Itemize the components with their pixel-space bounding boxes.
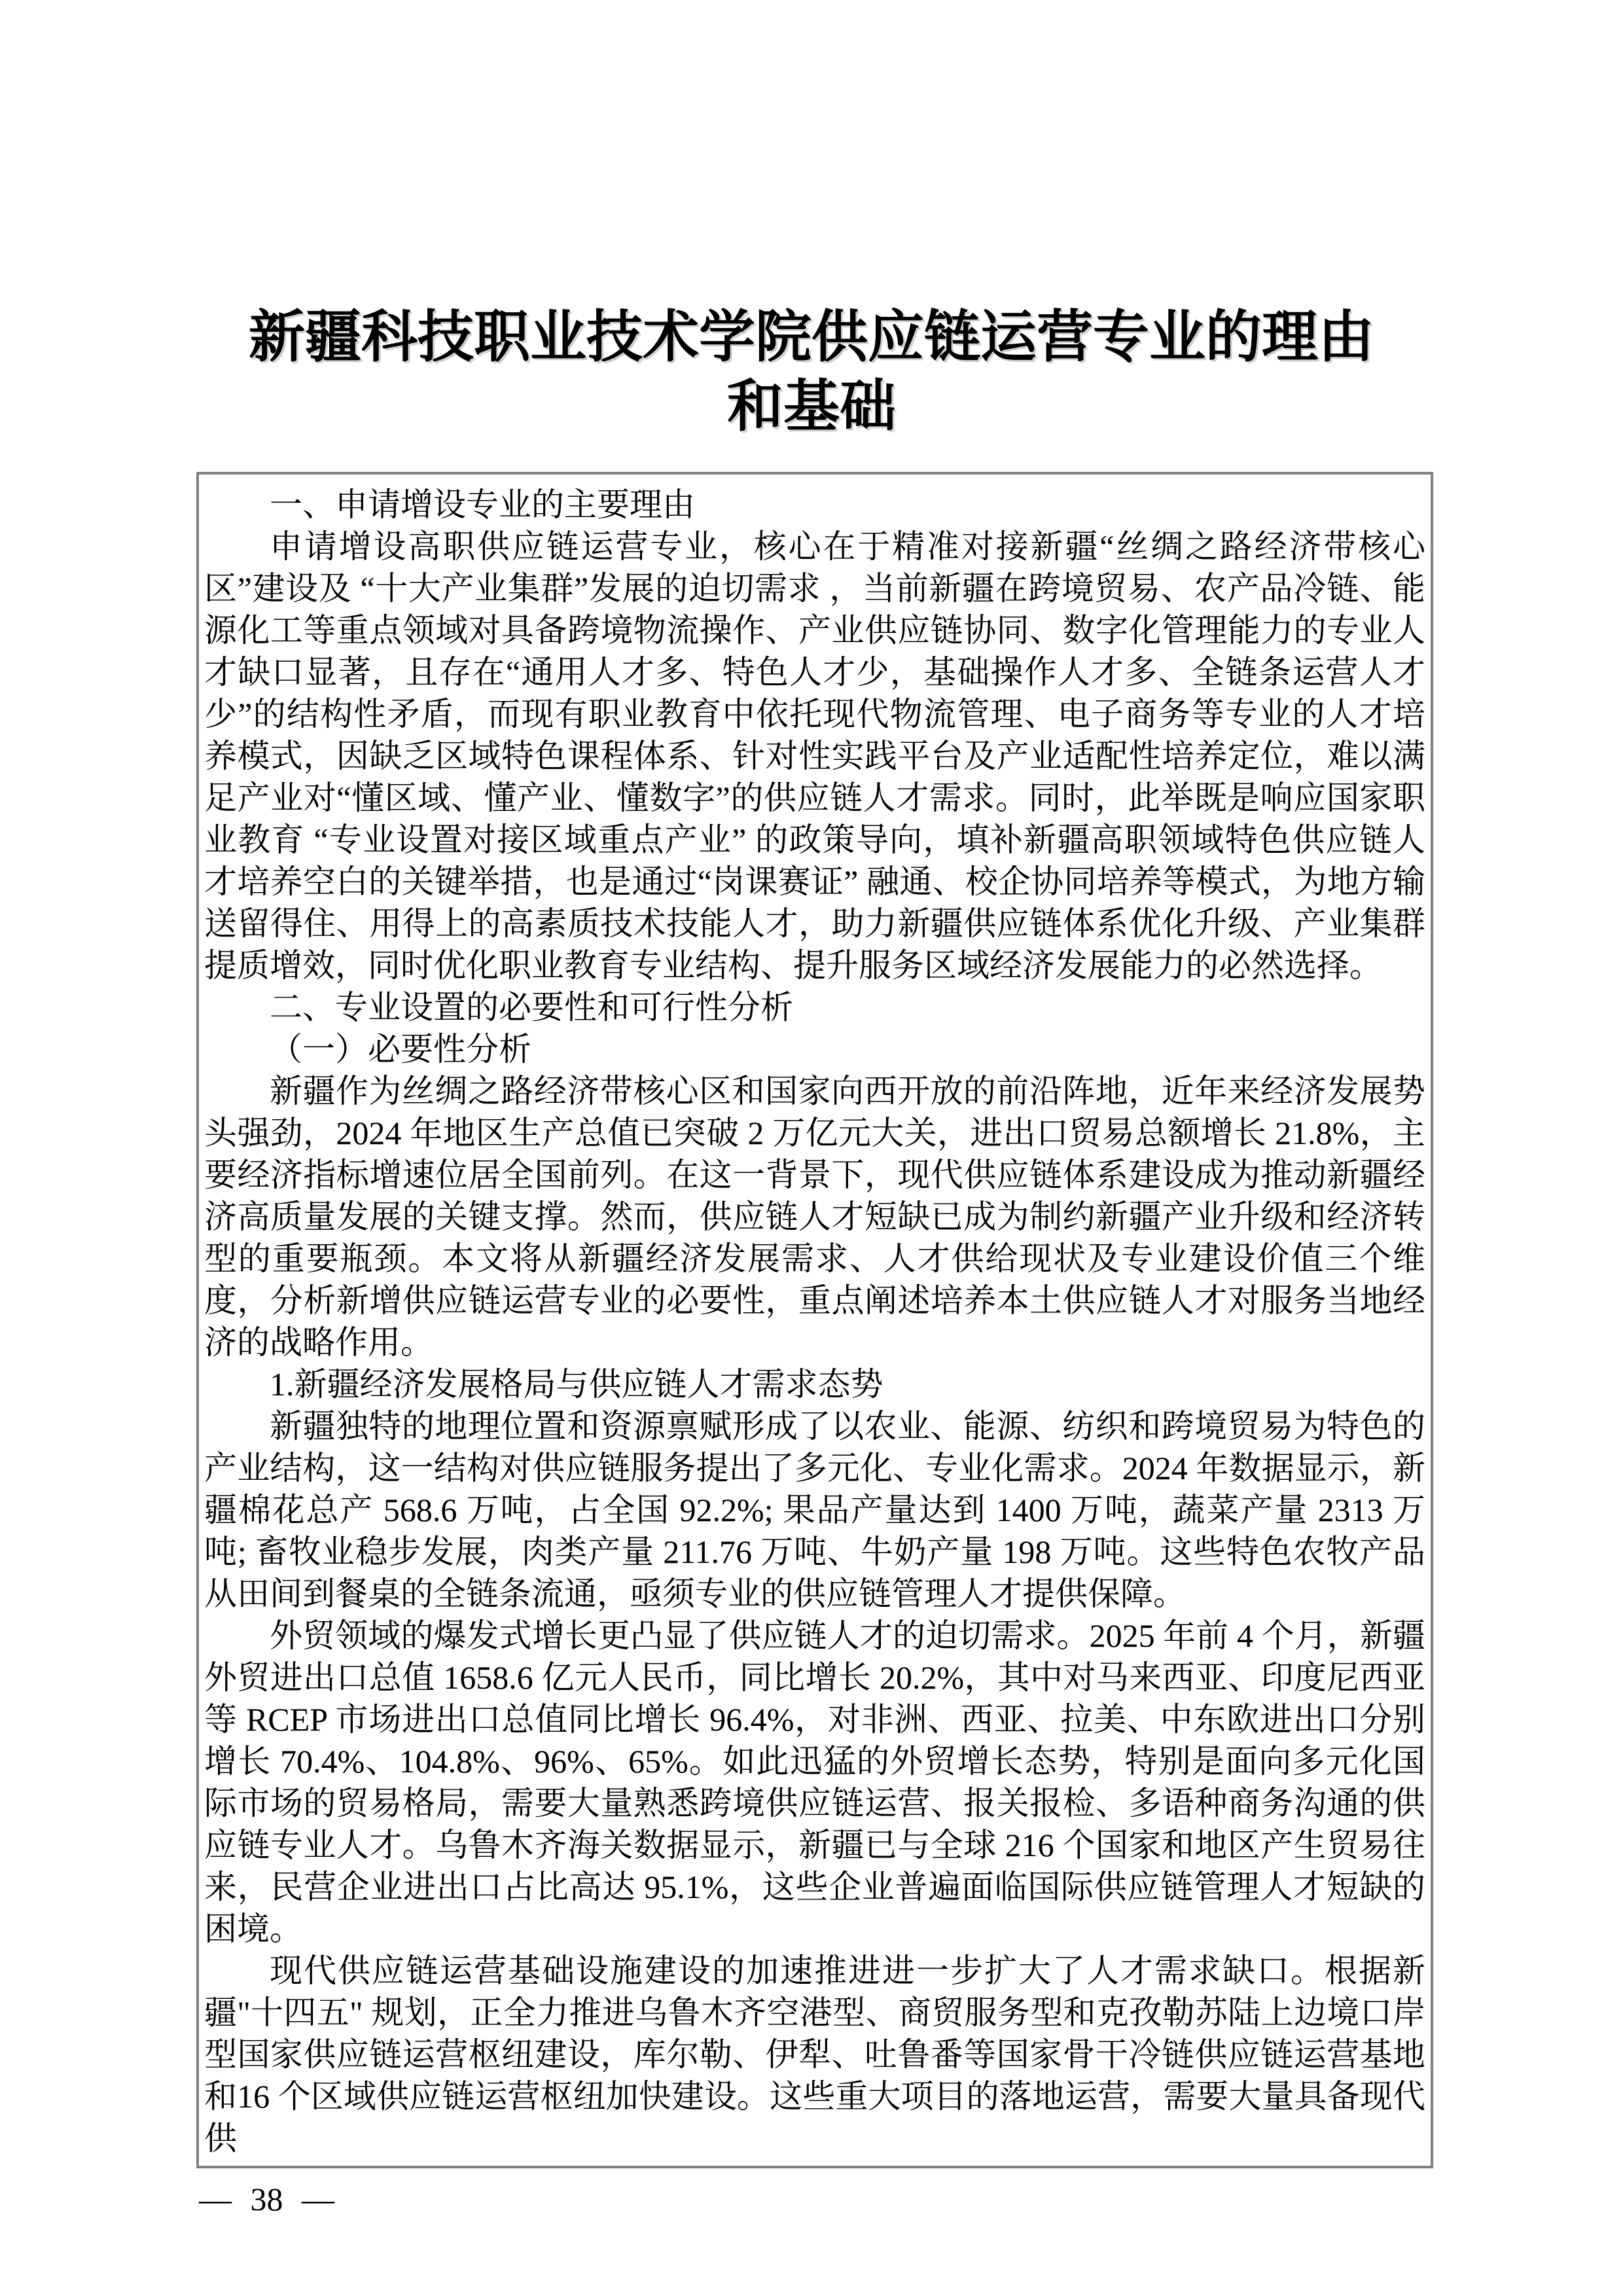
- document-title: [0, 302, 1623, 441]
- paragraph-infrastructure-construction: 现代供应链运营基础设施建设的加速推进进一步扩大了人才需求缺口。根据新疆"十四五" 规划，正全力推进乌鲁木齐空港型、商贸服务型和克孜勒苏陆上边境口岸型国家供应链运营枢纽建设，库尔勒、伊犁、吐鲁番等国家骨干冷链供应链运营基地和16 个区域供应链运营枢纽加快建设。这些重大项目的落地运营，需要大量具备现代供: [204, 1952, 1425, 2157]
- document-title-line2: 和基础: [727, 375, 896, 438]
- paragraph-industry-structure: 新疆独特的地理位置和资源禀赋形成了以农业、能源、纺织和跨境贸易为特色的产业结构，这一结构对供应链服务提出了多元化、专业化需求。2024 年数据显示，新疆棉花总产 568.6 万吨，占全国 92.2%; 果品产量达到 1400 万吨，蔬菜产量 2313 万吨; 畜牧业稳步发展，肉类产量 211.76 万吨、牛奶产量 198 万吨。这些特色农牧产品从田间到餐桌的全链条流通，亟须专业的供应链管理人才提供保障。: [204, 1408, 1425, 1612]
- page-number: — 38 —: [199, 2181, 334, 2217]
- content-border-box: [196, 472, 1433, 2168]
- section-heading-necessity-analysis: （一）必要性分析: [270, 1031, 531, 1067]
- section-heading-economic-pattern: 1.新疆经济发展格局与供应链人才需求态势: [270, 1366, 883, 1403]
- paragraph-foreign-trade-growth: 外贸领域的爆发式增长更凸显了供应链人才的迫切需求。2025 年前 4 个月，新疆外贸进出口总值 1658.6 亿元人民币，同比增长 20.2%，其中对马来西亚、印度尼西亚等 RCEP 市场进出口总值同比增长 96.4%，对非洲、西亚、拉美、中东欧进出口分别增长 70.4%、104.8%、96%、65%。如此迅猛的外贸增长态势，特别是面向多元化国际市场的贸易格局，需要大量熟悉跨境供应链运营、报关报检、多语种商务沟通的供应链专业人才。乌鲁木齐海关数据显示，新疆已与全球 216 个国家和地区产生贸易往来，民营企业进出口占比高达 95.1%，这些企业普遍面临国际供应链管理人才短缺的困境。: [204, 1617, 1425, 1947]
- section-heading-necessity-feasibility: 二、专业设置的必要性和可行性分析: [270, 989, 793, 1026]
- section-heading-main-reason: 一、申请增设专业的主要理由: [270, 486, 695, 523]
- document-title-line1: 新疆科技职业技术学院供应链运营专业的理由: [249, 306, 1374, 368]
- paragraph-xinjiang-economy-overview: 新疆作为丝绸之路经济带核心区和国家向西开放的前沿阵地，近年来经济发展势头强劲，2024 年地区生产总值已突破 2 万亿元大关，进出口贸易总额增长 21.8%，主要经济指标增速位居全国前列。在这一背景下，现代供应链体系建设成为推动新疆经济高质量发展的关键支撑。然而，供应链人才短缺已成为制约新疆产业升级和经济转型的重要瓶颈。本文将从新疆经济发展需求、人才供给现状及专业建设价值三个维度，分析新增供应链运营专业的必要性，重点阐述培养本土供应链人才对服务当地经济的战略作用。: [204, 1073, 1425, 1361]
- paragraph-application-reason: 申请增设高职供应链运营专业，核心在于精准对接新疆“丝绸之路经济带核心区”建设及 “十大产业集群”发展的迫切需求 ，当前新疆在跨境贸易、农产品冷链、能源化工等重点领域对具备跨境物流操作、产业供应链协同、数字化管理能力的专业人才缺口显著，且存在“通用人才多、特色人才少，基础操作人才多、全链条运营人才少”的结构性矛盾，而现有职业教育中依托现代物流管理、电子商务等专业的人才培养模式，因缺乏区域特色课程体系、针对性实践平台及产业适配性培养定位，难以满足产业对“懂区域、懂产业、懂数字”的供应链人才需求。同时，此举既是响应国家职业教育 “专业设置对接区域重点产业” 的政策导向，填补新疆高职领域特色供应链人才培养空白的关键举措，也是通过“岗课赛证” 融通、校企协同培养等模式，为地方输送留得住、用得上的高素质技术技能人才，助力新疆供应链体系优化升级、产业集群提质增效，同时优化职业教育专业结构、提升服务区域经济发展能力的必然选择。: [204, 528, 1425, 984]
